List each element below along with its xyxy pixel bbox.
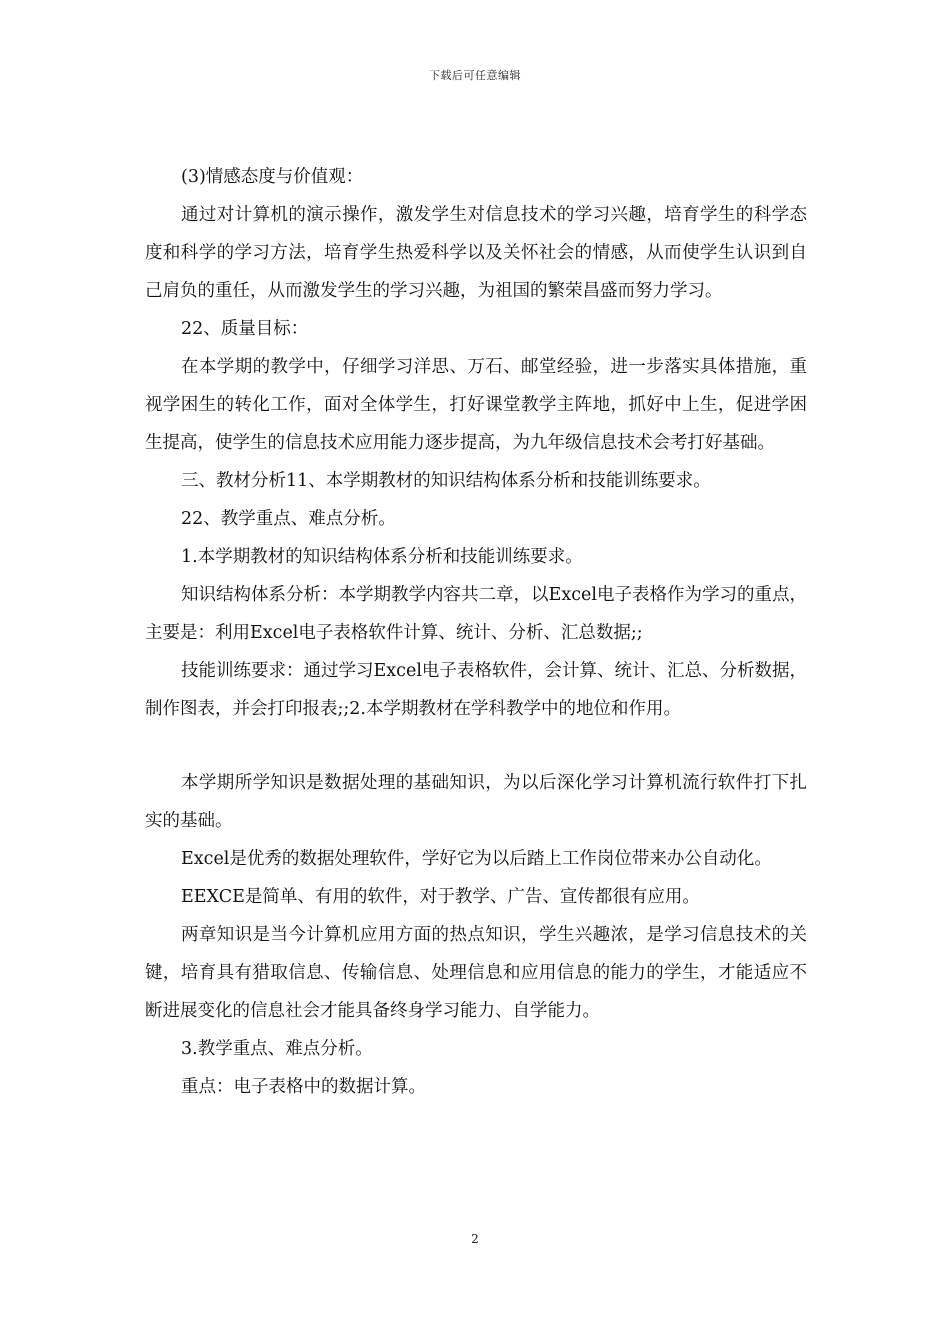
paragraph-structure-heading: 1.本学期教材的知识结构体系分析和技能训练要求。 xyxy=(181,547,583,567)
paragraph-foundation: 本学期所学知识是数据处理的基础知识，为以后深化学习计算机流行软件打下扎实的基础。 xyxy=(145,773,807,831)
paragraph-quality-body: 在本学期的教学中，仔细学习洋思、万石、邮堂经验，进一步落实具体措施，重视学困生的转化工作，面对全体学生，打好课堂教学主阵地，抓好中上生，促进学困生提高，使学生的信息技术应用能力逐步提高，为九年级信息技术会考打好基础。 xyxy=(145,357,807,453)
page-header: 下载后可任意编辑 xyxy=(429,69,521,82)
paragraph-structure-analysis: 知识结构体系分析：本学期教学内容共二章，以Excel电子表格作为学习的重点，主要是：利用Excel电子表格软件计算、统计、分析、汇总数据;; xyxy=(145,585,807,643)
paragraph-difficulty-heading: 3.教学重点、难点分析。 xyxy=(181,1039,373,1059)
paragraph-excel: Excel是优秀的数据处理软件，学好它为以后踏上工作岗位带来办公自动化。 xyxy=(181,849,772,869)
paragraph-attitude-heading: (3)情感态度与价值观： xyxy=(181,167,364,187)
paragraph-attitude-body: 通过对计算机的演示操作，激发学生对信息技术的学习兴趣，培育学生的科学态度和科学的学习方法，培育学生热爱科学以及关怀社会的情感，从而使学生认识到自己肩负的重任，从而激发学生的学习兴趣，为祖国的繁荣昌盛而努力学习。 xyxy=(145,205,807,301)
page-number: 2 xyxy=(471,1232,479,1246)
paragraph-gap xyxy=(145,728,807,764)
paragraph-two-chapters: 两章知识是当今计算机应用方面的热点知识，学生兴趣浓，是学习信息技术的关键，培育具有猎取信息、传输信息、处理信息和应用信息的能力的学生，才能适应不断进展变化的信息社会才能具备终身学习能力、自学能力。 xyxy=(145,925,807,1021)
document-body xyxy=(145,158,807,1106)
paragraph-textbook-analysis: 三、教材分析11、本学期教材的知识结构体系分析和技能训练要求。 xyxy=(181,471,711,491)
paragraph-quality-heading: 22、质量目标： xyxy=(181,319,309,339)
paragraph-eexce: EEXCE是简单、有用的软件，对于教学、广告、宣传都很有应用。 xyxy=(181,887,700,907)
paragraph-key-points-heading: 22、教学重点、难点分析。 xyxy=(181,509,396,529)
paragraph-key-point: 重点：电子表格中的数据计算。 xyxy=(181,1077,426,1097)
paragraph-skill-requirements: 技能训练要求：通过学习Excel电子表格软件，会计算、统计、汇总、分析数据，制作图表，并会打印报表;;2.本学期教材在学科教学中的地位和作用。 xyxy=(145,661,807,719)
